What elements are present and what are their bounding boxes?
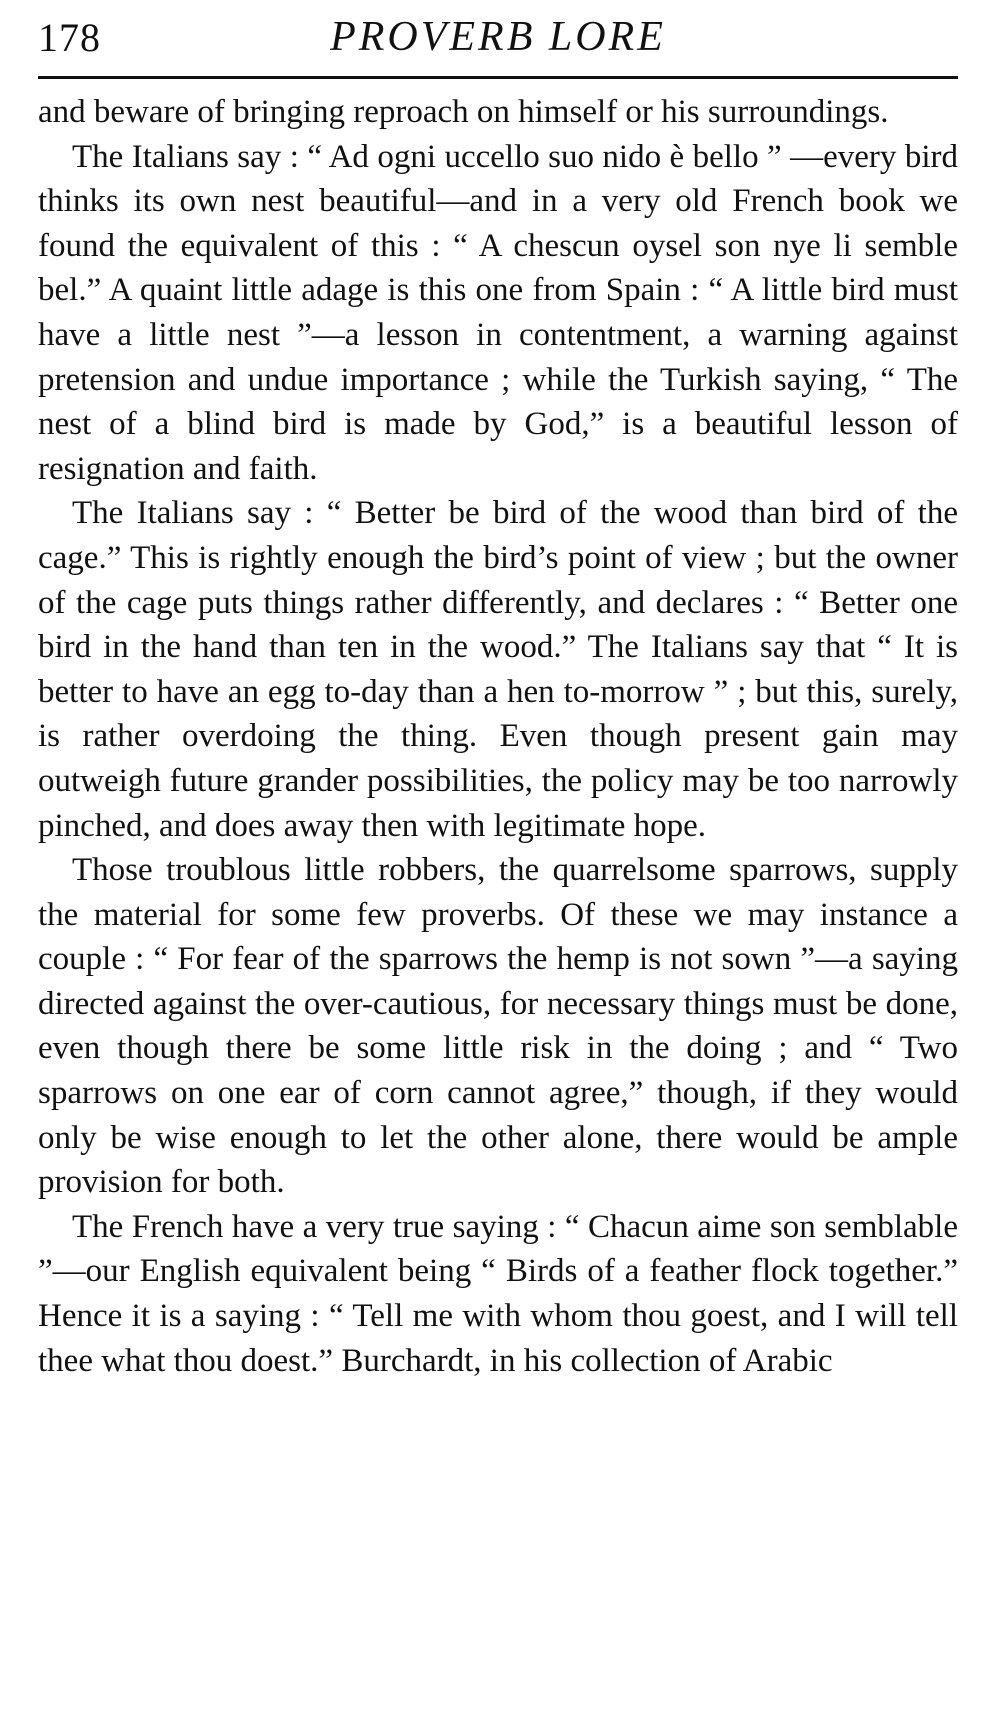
running-title: PROVERB LORE [330, 14, 666, 60]
page-header [38, 8, 958, 68]
paragraph: Those troublous little robbers, the quarrelsome sparrows, supply the material for some few proverbs. Of these we may instance a couple : “ For fear of the sparrows the hemp is not sown ”—a saying directed against the over-cautious, for necessary things must be done, even though there be some little risk in the doing ; and “ Two sparrows on one ear of corn cannot agree,” though, if they would only be wise enough to let the other alone, there would be ample provision for both. [38, 852, 958, 1201]
page-number: 178 [38, 15, 101, 60]
paragraph: The French have a very true saying : “ Chacun aime son semblable ”—our English equivalent being “ Birds of a feather flock together.” Hence it is a saying : “ Tell me with whom thou goest, and I will tell thee what thou doest.” Burchardt, in his collection of Arabic [38, 1208, 958, 1379]
paragraph: The Italians say : “ Ad ogni uccello suo nido è bello ” —every bird thinks its own nest beautiful—and in a very old French book we found the equivalent of this : “ A chescun oysel son nye li semble bel.” A quaint little adage is this one from Spain : “ A little bird must have a little nest ”—a lesson in contentment, a warning against pretension and undue importance ; while the Turkish saying, “ The nest of a blind bird is made by God,” is a beautiful lesson of resignation and faith. [38, 138, 958, 487]
header-rule [38, 76, 958, 79]
book-page [38, 0, 958, 1714]
paragraph: and beware of bringing reproach on himself or his surroundings. [38, 94, 889, 130]
paragraph: The Italians say : “ Better be bird of the wood than bird of the cage.” This is rightly enough the bird’s point of view ; but the owner of the cage puts things rather differently, and declares : “ Better one bird in the hand than ten in the wood.” The Italians say that “ It is better to have an egg to-day than a hen to-morrow ” ; but this, surely, is rather overdoing the thing. Even though present gain may outweigh future grander possibilities, the policy may be too narrowly pinched, and does away then with legitimate hope. [38, 495, 958, 844]
body-text [38, 90, 958, 1383]
